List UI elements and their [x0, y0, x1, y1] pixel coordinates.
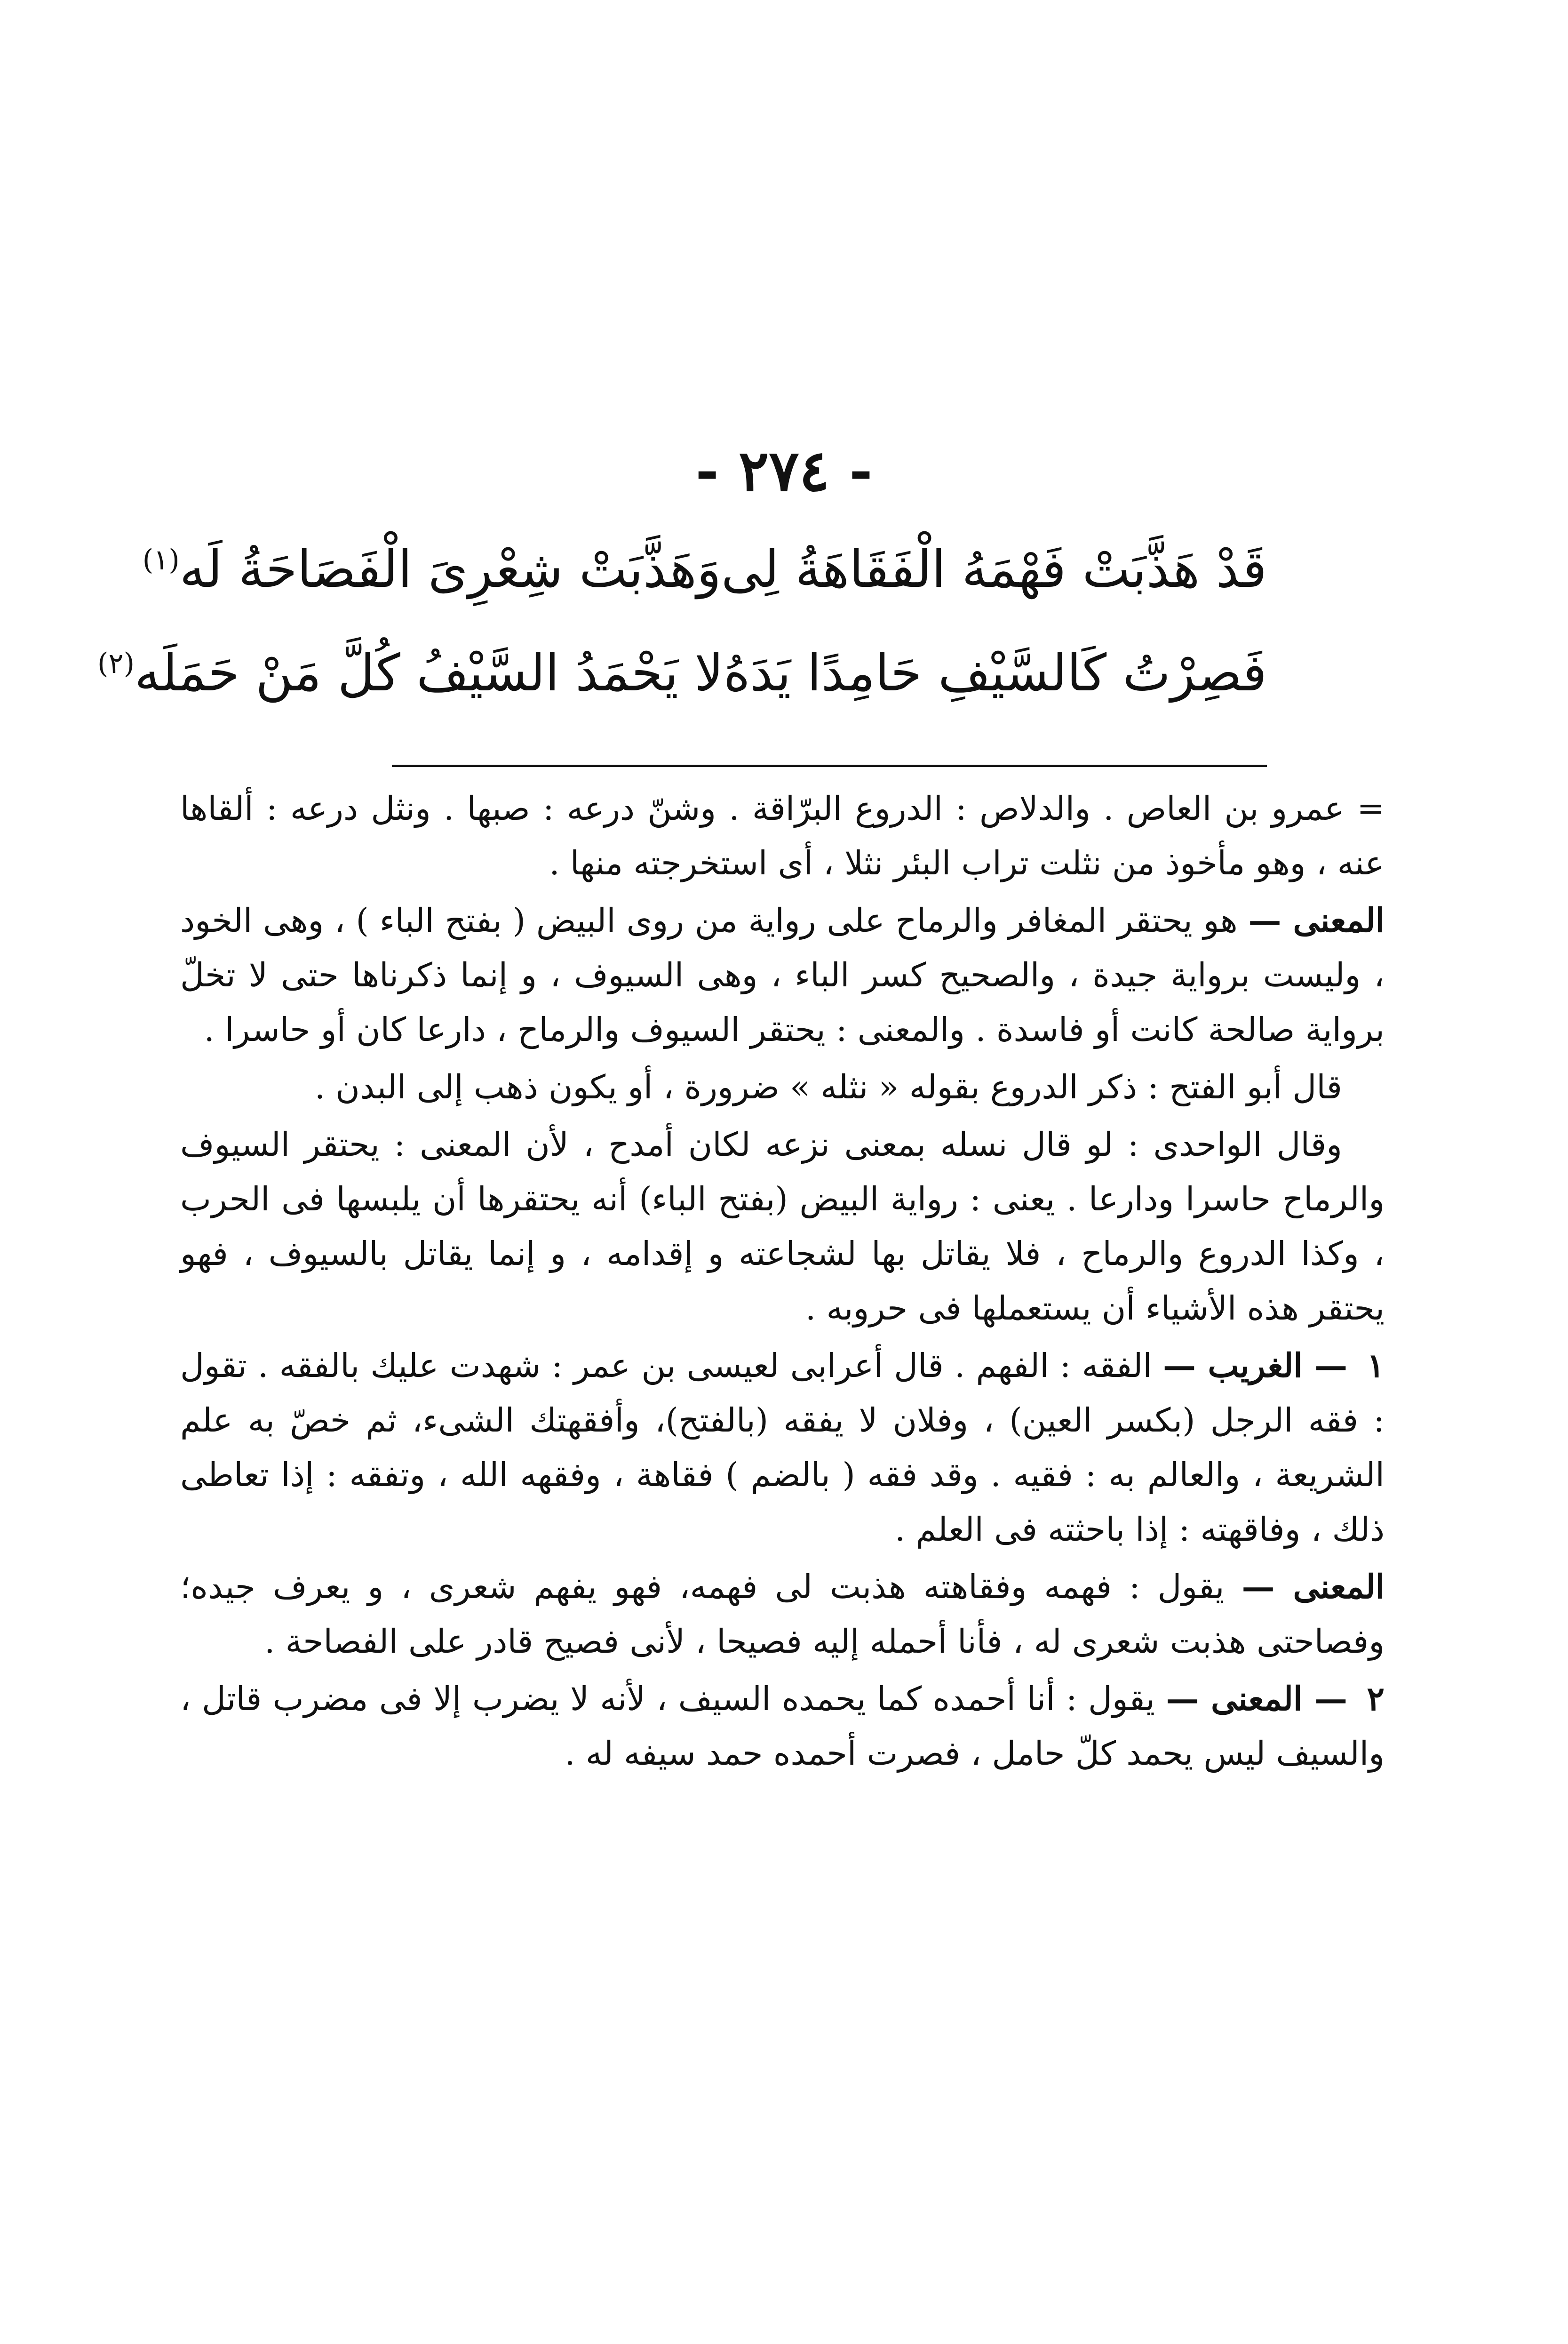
- note-1-meaning-text: يقول : فهمه وفقاهته هذبت لى فهمه، فهو يفهم شعرى ، و يعرف جيده؛ وفصاحتى هذبت شعرى له ، فأنا أحمله إليه فصيحا ، لأنى فصيح قادر على الفصاحة .: [180, 1568, 1385, 1661]
- verse-line-1: [142, 518, 1267, 621]
- meaning-heading: المعنى —: [1248, 901, 1385, 940]
- continuation-paragraph: = عمرو بن العاص . والدلاص : الدروع البرّاقة . وشنّ درعه : صبها . ونثل درعه : ألقاها عنه ، وهو مأخوذ من نثلت تراب البئر نثلا ، أى استخرجته منها .: [180, 789, 1385, 882]
- note-2-heading: — المعنى —: [1166, 1679, 1347, 1718]
- verse-1-second-hemistich: [143, 540, 721, 599]
- note-2-number: ٢: [1367, 1679, 1385, 1718]
- note-1-text: الفقه : الفهم . قال أعرابى لعيسى بن عمر : شهدت عليك بالفقه . تقول : فقه الرجل (بكسر العين) ، وفلان لا يفقه (بالفتح)، وأفقهتك الشىء، ثم خصّ به علم الشريعة ، والعالم به : فقيه . وقد فقه ( بالضم ) فقاهة ، وفقهه الله ، وتفقه : إذا تعاطى ذلك ، وفاقهته : إذا باحثته فى العلم .: [180, 1346, 1385, 1549]
- wahidi-paragraph: وقال الواحدى : لو قال نسله بمعنى نزعه لكان أمدح ، لأن المعنى : يحتقر السيوف والرماح حاسرا ودارعا . يعنى : رواية البيض (بفتح الباء) أنه يحتقرها أن يلبسها فى الحرب ، وكذا الدروع والرماح ، فلا يقاتل بها لشجاعته و إقدامه ، و إنما يقاتل بالسيوف ، فهو يحتقر هذه الأشياء أن يستعملها فى حروبه .: [180, 1125, 1385, 1328]
- note-1-number: ١: [1367, 1346, 1385, 1385]
- verse-2-first-hemistich: فَصِرْتُ كَالسَّيْفِ حَامِدًا يَدَهُ: [723, 643, 1267, 703]
- note-2-text: يقول : أنا أحمده كما يحمده السيف ، لأنه لا يضرب إلا فى مضرب قاتل ، والسيف ليس يحمد كلّ حامل ، فصرت أحمده حمد سيفه له .: [180, 1680, 1385, 1773]
- verse-1-second-text: وَهَذَّبَتْ شِعْرِىَ الْفَصَاحَةُ لَه: [179, 540, 721, 599]
- verse-line-2: [97, 621, 1267, 725]
- verse-2-second-text: لا يَحْمَدُ السَّيْفُ كُلَّ مَنْ حَمَلَه: [135, 643, 724, 703]
- note-1-meaning-paragraph: [180, 1560, 1385, 1669]
- footnote-separator-rule: [392, 765, 1267, 767]
- meaning-text: هو يحتقر المغافر والرماح على رواية من روى البيض ( بفتح الباء ) ، وهى الخود ، وليست برواية جيدة ، والصحيح كسر الباء ، وهى السيوف ، و إنما ذكرناها حتى لا تخلّ برواية صالحة كانت أو فاسدة . والمعنى : يحتقر السيوف والرماح ، دارعا كان أو حاسرا .: [180, 901, 1385, 1049]
- note-1-paragraph: [180, 1338, 1385, 1557]
- note-2-paragraph: [180, 1672, 1385, 1781]
- footnote-ref-1: (١): [142, 543, 180, 576]
- verse-1-first-hemistich: قَدْ هَذَّبَتْ فَهْمَهُ الْفَقَاهَةُ لِى: [721, 540, 1267, 599]
- verse-block: [97, 518, 1267, 725]
- note-1-heading: — الغريب —: [1162, 1346, 1348, 1385]
- page-number: - ٢٧٤ -: [695, 438, 873, 504]
- verse-2-second-hemistich: [97, 644, 724, 703]
- commentary-block: [180, 781, 1385, 1784]
- footnote-ref-2: (٢): [97, 647, 135, 680]
- meaning-paragraph: [180, 893, 1385, 1057]
- abu-fath-paragraph: قال أبو الفتح : ذكر الدروع بقوله « نثله » ضرورة ، أو يكون ذهب إلى البدن .: [314, 1068, 1342, 1106]
- note-1-meaning-heading: المعنى —: [1242, 1567, 1385, 1606]
